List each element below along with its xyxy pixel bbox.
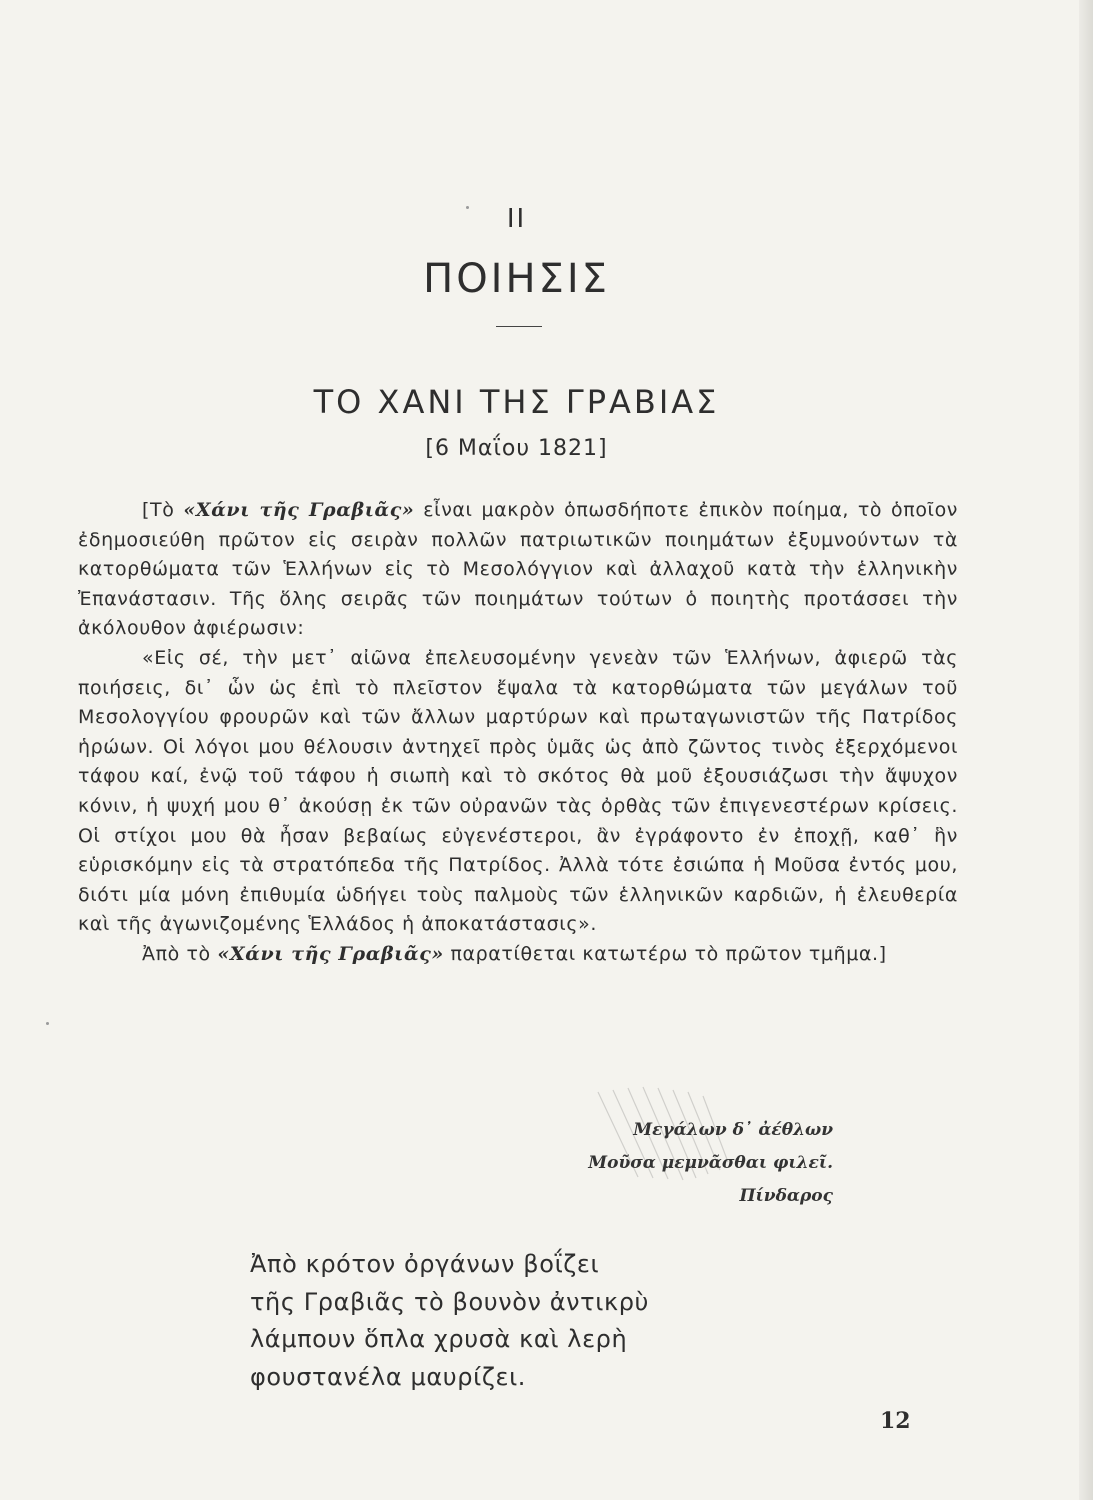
work-title-reference: «Χάνι τῆς Γραβιᾶς» — [217, 942, 444, 965]
poem-verse — [250, 1246, 649, 1396]
verse-line: Ἀπὸ κρότον ὀργάνων βοΐζει — [250, 1250, 600, 1278]
intro-bracket-open: [Τὸ — [142, 499, 184, 521]
page-edge-shadow — [1079, 0, 1093, 1500]
verse-line: λάμπουν ὅπλα χρυσὰ καὶ λερὴ — [250, 1325, 628, 1353]
epigraph-line: Μοῦσα μεμνᾶσθαι φιλεῖ. — [588, 1153, 833, 1173]
epigraph-author: Πίνδαρος — [739, 1186, 833, 1206]
title-divider — [496, 326, 542, 327]
part-number: II — [506, 204, 527, 234]
intro-paragraph-1 — [78, 496, 958, 644]
epigraph-line: Μεγάλων δ᾽ ἀέθλων — [633, 1120, 833, 1140]
epigraph — [588, 1114, 833, 1213]
margin-speck — [466, 206, 469, 209]
poem-date: [6 Μαΐου 1821] — [425, 436, 608, 461]
poem-title: ΤΟ ΧΑΝΙ ΤΗΣ ΓΡΑΒΙΑΣ — [313, 383, 720, 421]
section-title: ΠΟΙΗΣΙΣ — [423, 256, 610, 302]
editorial-introduction — [78, 496, 958, 970]
intro-text: παρατίθεται κατωτέρω τὸ πρῶτον τμῆμα.] — [443, 942, 887, 965]
page-number: 12 — [880, 1408, 911, 1434]
intro-text: Ἀπὸ τὸ — [142, 942, 218, 965]
intro-text: εἶναι μακρὸν ὁπωσδήποτε ἐπικὸν ποίημα, τὸ ὁποῖον ἐδημοσιεύθη πρῶτον εἰς σειρὰν πολλῶν πατριωτικῶν ποιημάτων ἐξυμνούντων τὰ κατορθώματα τῶν Ἑλλήνων εἰς τὸ Μεσολόγγιον καὶ ἀλλαχοῦ κατὰ τὴν ἑλληνικὴν Ἐπανάστασιν. Τῆς ὅλης σειρᾶς τῶν ποιημάτων τούτων ὁ ποιητὴς προτάσσει τὴν ἀκόλουθον ἀφιέρωσιν: — [78, 499, 959, 640]
intro-paragraph-3 — [78, 940, 958, 970]
work-title-reference: «Χάνι τῆς Γραβιᾶς» — [183, 499, 415, 521]
verse-line: φουστανέλα μαυρίζει. — [250, 1362, 527, 1391]
margin-speck — [46, 1022, 49, 1025]
verse-line: τῆς Γραβιᾶς τὸ βουνὸν ἀντικρὺ — [250, 1287, 650, 1316]
intro-paragraph-2: «Εἰς σέ, τὴν μετ᾽ αἰῶνα ἐπελευσομένην γενεὰν τῶν Ἑλλήνων, ἀφιερῶ τὰς ποιήσεις, δι᾽ ὧν ὡς ἐπὶ τὸ πλεῖστον ἔψαλα τὰ κατορθώματα τῶν μεγάλων τοῦ Μεσολογγίου φρουρῶν καὶ τῶν ἄλλων μαρτύρων καὶ πρωταγωνιστῶν τῆς Πατρίδος ἡρώων. Οἱ λόγοι μου θέλουσιν ἀντηχεῖ πρὸς ὑμᾶς ὡς ἀπὸ ζῶντος τινὸς ἐξερχόμενοι τάφου καί, ἐνῷ τοῦ τάφου ἡ σιωπὴ καὶ τὸ σκότος θὰ μοῦ ἐξουσιάζωσι τὴν ἄψυχον κόνιν, ἡ ψυχή μου θ᾽ ἀκούσῃ ἐκ τῶν οὐρανῶν τὰς ὀρθὰς τῶν ἐπιγενεστέρων κρίσεις. Οἱ στίχοι μου θὰ ἦσαν βεβαίως εὐγενέστεροι, ἂν ἐγράφοντο ἐν ἐποχῇ, καθ᾽ ἣν εὑρισκόμην εἰς τὰ στρατόπεδα τῆς Πατρίδος. Ἀλλὰ τότε ἐσιώπα ἡ Μοῦσα ἐντός μου, διότι μία μόνη ἐπιθυμία ὡδήγει τοὺς παλμοὺς τῶν ἑλληνικῶν καρδιῶν, ἡ ἐλευθερία καὶ τῆς ἀγωνιζομένης Ἑλλάδος ἡ ἀποκατάστασις». — [78, 646, 958, 936]
